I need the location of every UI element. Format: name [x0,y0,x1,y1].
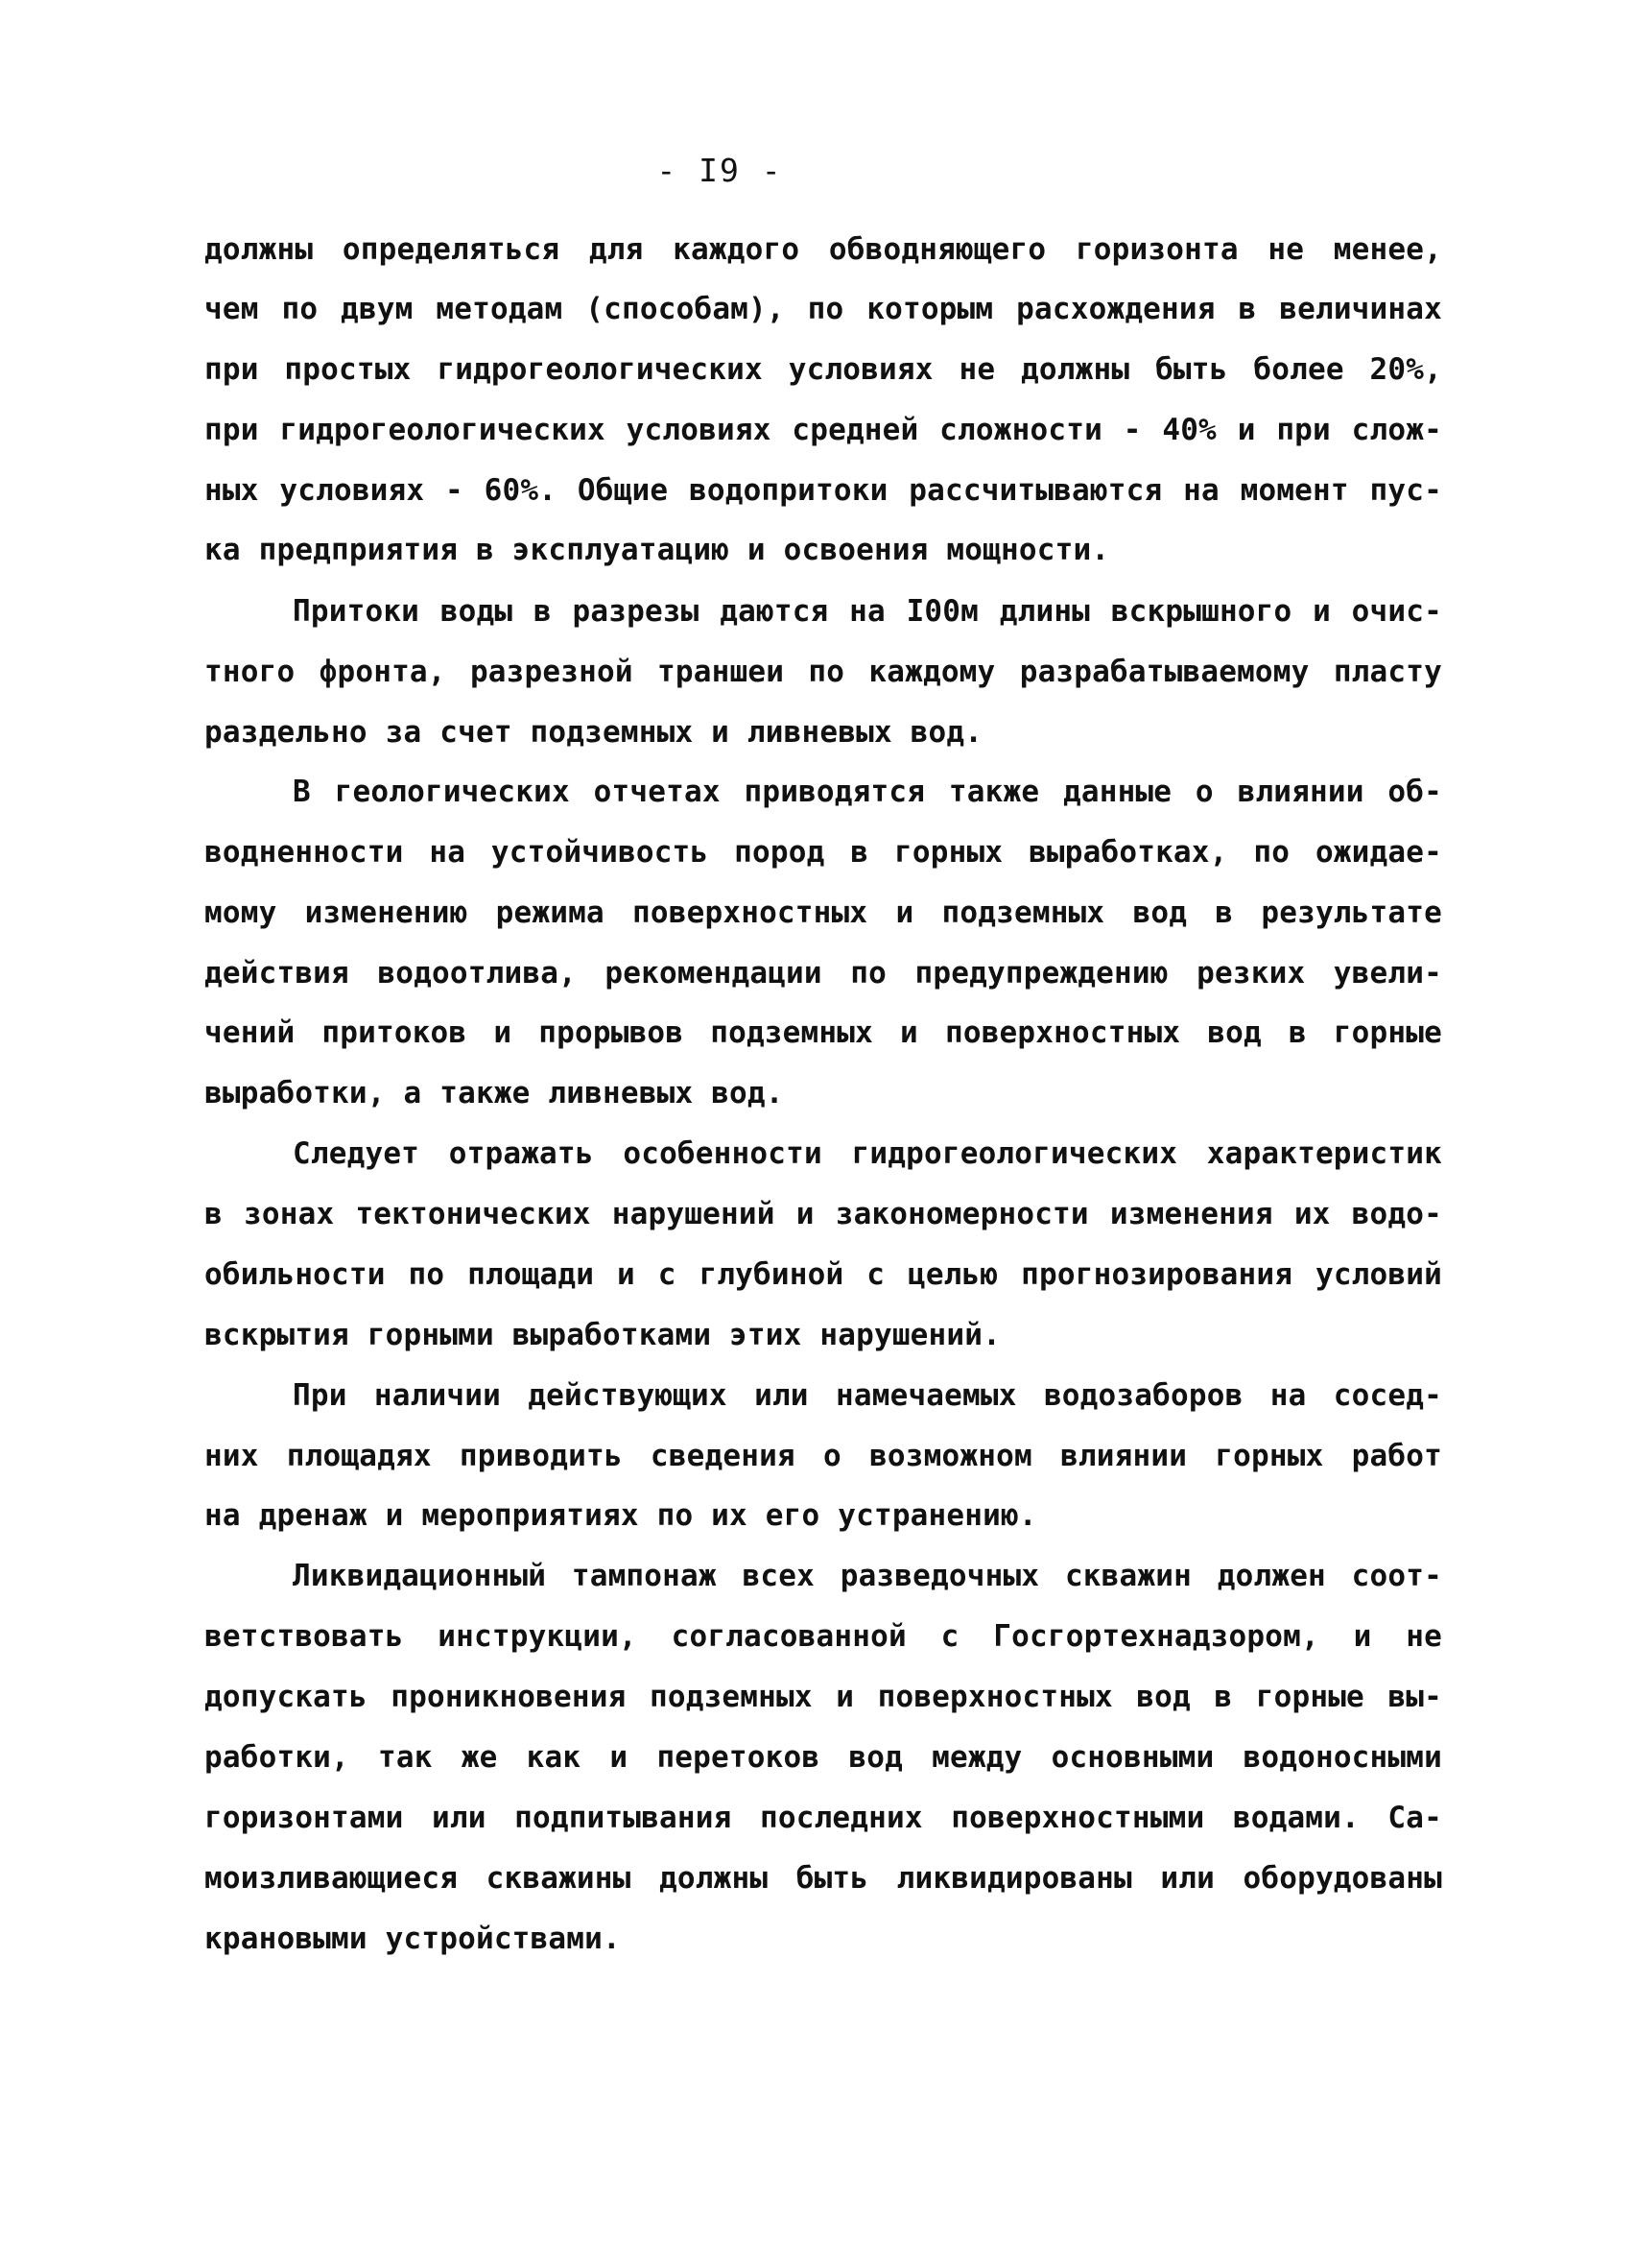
page-number: - I9 - [656,152,783,189]
paragraph-first-line: Притоки воды в разрезы даются на I00м длины вскрышного и очис- [293,594,1442,629]
paragraph-first-line: Следует отражать особенности гидрогеологических характеристик [293,1136,1442,1171]
text-line: при гидрогеологических условиях средней сложности - 40% и при слож- [204,413,1442,447]
text-line: должны определяться для каждого обводняющего горизонта не менее, [204,232,1442,267]
paragraph-first-line: Ликвидационный тампонаж всех разведочных скважин должен соот- [293,1559,1442,1593]
text-line: работки, так же как и перетоков вод между основными водоносными [204,1740,1442,1775]
text-line: чем по двум методам (способам), по которым расхождения в величинах [204,292,1442,326]
text-line: них площадях приводить сведения о возможном влиянии горных работ [204,1439,1442,1473]
text-line: действия водоотлива, рекомендации по предупреждению резких увели- [204,956,1442,991]
text-line: вскрытия горными выработками этих нарушений. [204,1318,1001,1352]
text-line: выработки, а также ливневых вод. [204,1076,784,1110]
text-line: при простых гидрогеологических условиях не должны быть более 20%, [204,352,1442,387]
text-line: на дренаж и мероприятиях по их его устранению. [204,1498,1037,1533]
text-line: раздельно за счет подземных и ливневых вод. [204,715,983,750]
text-line: водненности на устойчивость пород в горных выработках, по ожидае- [204,835,1442,870]
text-line: в зонах тектонических нарушений и закономерности изменения их водо- [204,1197,1442,1231]
text-line: допускать проникновения подземных и поверхностных вод в горные вы- [204,1680,1442,1714]
text-line: ных условиях - 60%. Общие водопритоки рассчитываются на момент пус- [204,473,1442,508]
text-line: крановыми устройствами. [204,1922,621,1956]
paragraph-first-line: В геологических отчетах приводятся также данные о влиянии об- [293,775,1442,809]
text-line: ветствовать инструкции, согласованной с Госгортехнадзором, и не [204,1619,1442,1654]
text-line: ка предприятия в эксплуатацию и освоения мощности. [204,533,1110,567]
text-line: мому изменению режима поверхностных и подземных вод в результате [204,895,1442,930]
text-line: тного фронта, разрезной траншеи по каждому разрабатываемому пласту [204,655,1442,689]
paragraph-first-line: При наличии действующих или намечаемых водозаборов на сосед- [293,1378,1442,1413]
text-line: чений притоков и прорывов подземных и поверхностных вод в горные [204,1015,1442,1050]
text-line: обильности по площади и с глубиной с целью прогнозирования условий [204,1257,1442,1292]
text-line: моизливающиеся скважины должны быть ликвидированы или оборудованы [204,1861,1442,1896]
text-line: горизонтами или подпитывания последних поверхностными водами. Са- [204,1801,1442,1835]
